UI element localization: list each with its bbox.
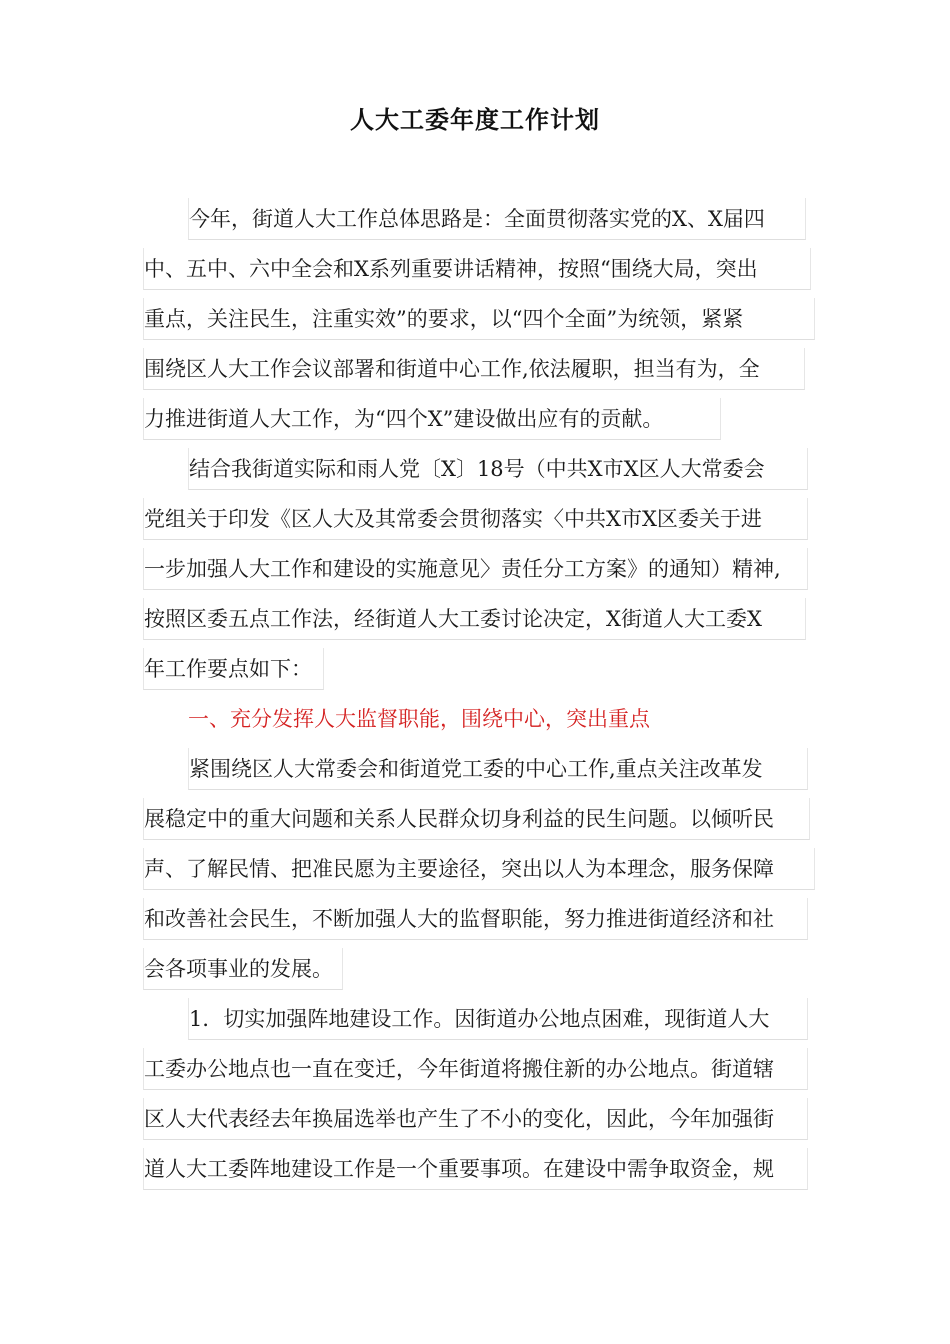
paragraph-line: 围绕区人大工作会议部署和街道中心工作,依法履职，担当有为，全 xyxy=(143,348,805,390)
paragraph-line: 道人大工委阵地建设工作是一个重要事项。在建设中需争取资金，规 xyxy=(143,1148,808,1190)
paragraph-line: 党组关于印发《区人大及其常委会贯彻落实〈中共X市X区委关于进 xyxy=(143,498,808,540)
paragraph-line: 1．切实加强阵地建设工作。因街道办公地点困难，现街道人大 xyxy=(188,998,808,1040)
paragraph-line: 和改善社会民生，不断加强人大的监督职能，努力推进街道经济和社 xyxy=(143,898,808,940)
paragraph-line: 结合我街道实际和雨人党〔X〕18号（中共X市X区人大常委会 xyxy=(188,448,808,490)
paragraph-line: 今年，街道人大工作总体思路是：全面贯彻落实党的X、X届四 xyxy=(188,198,806,240)
paragraph-line: 中、五中、六中全会和X系列重要讲话精神，按照“围绕大局，突出 xyxy=(143,248,811,290)
document-title: 人大工委年度工作计划 xyxy=(350,106,600,134)
paragraph-line: 展稳定中的重大问题和关系人民群众切身利益的民生问题。以倾听民 xyxy=(143,798,810,840)
section-heading: 一、充分发挥人大监督职能，围绕中心，突出重点 xyxy=(188,707,650,731)
paragraph-line: 会各项事业的发展。 xyxy=(143,948,343,990)
paragraph-line: 一步加强人大工作和建设的实施意见〉责任分工方案》的通知）精神, xyxy=(143,548,808,590)
paragraph-line: 声、了解民情、把准民愿为主要途径，突出以人为本理念，服务保障 xyxy=(143,848,815,890)
paragraph-line: 力推进街道人大工作，为“四个X”建设做出应有的贡献。 xyxy=(143,398,721,440)
paragraph-line: 重点，关注民生，注重实效”的要求，以“四个全面”为统领，紧紧 xyxy=(143,298,815,340)
paragraph-line: 紧围绕区人大常委会和街道党工委的中心工作,重点关注改革发 xyxy=(188,748,808,790)
paragraph-line: 工委办公地点也一直在变迁，今年街道将搬住新的办公地点。街道辖 xyxy=(143,1048,808,1090)
paragraph-line: 按照区委五点工作法，经街道人大工委讨论决定，X街道人大工委X xyxy=(143,598,806,640)
paragraph-line: 区人大代表经去年换届选举也产生了不小的变化，因此，今年加强街 xyxy=(143,1098,808,1140)
paragraph-line: 年工作要点如下： xyxy=(143,648,324,690)
